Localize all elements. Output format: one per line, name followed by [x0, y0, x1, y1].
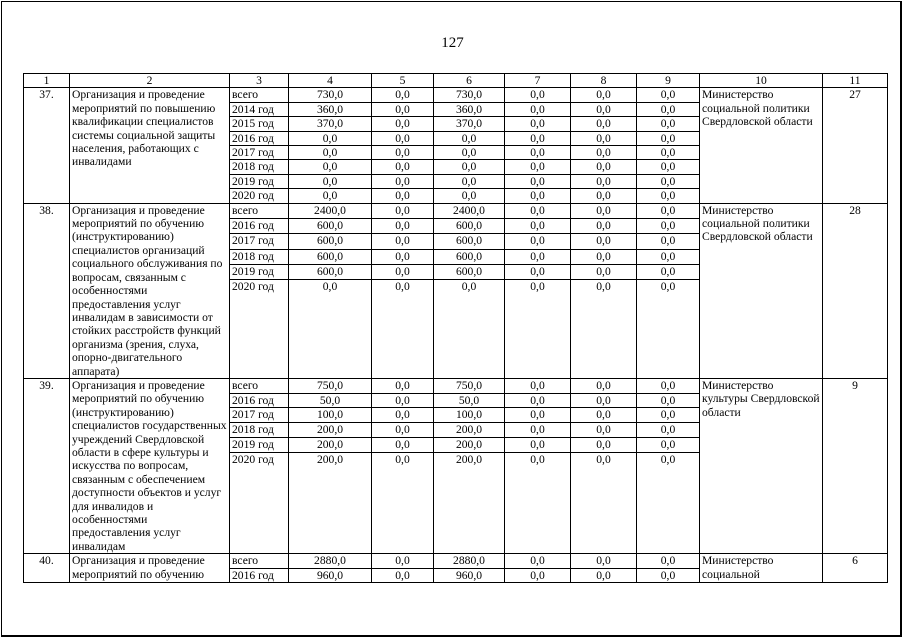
executor: Министерство социальной [700, 554, 823, 583]
value-cell: 0,0 [289, 189, 372, 203]
value-cell: 0,0 [571, 160, 637, 174]
target-reference: 6 [823, 554, 888, 583]
value-cell: 0,0 [289, 280, 372, 379]
value-cell: 0,0 [372, 423, 434, 438]
value-cell: 0,0 [289, 131, 372, 145]
period-cell: 2016 год [230, 218, 289, 233]
value-cell: 0,0 [571, 423, 637, 438]
value-cell: 0,0 [289, 160, 372, 174]
value-cell: 0,0 [637, 423, 700, 438]
value-cell: 0,0 [505, 249, 571, 264]
value-cell: 0,0 [637, 249, 700, 264]
value-cell: 0,0 [372, 249, 434, 264]
value-cell: 0,0 [434, 174, 505, 188]
period-cell: 2015 год [230, 117, 289, 131]
item-description: Организация и проведение мероприятий по обучению (инструктированию) специалистов организаций социального обслуживания по вопросам, связанным с особенностями предоставления услуг инвалидам в зависимости от стойких расстройств функций организма (зрения, слуха, опорно-двигательного аппарата) [70, 203, 230, 378]
executor: Министерство культуры Свердловской области [700, 378, 823, 553]
period-cell: всего [230, 378, 289, 393]
value-cell: 0,0 [434, 146, 505, 160]
period-cell: 2018 год [230, 249, 289, 264]
executor: Министерство социальной политики Свердловской области [700, 88, 823, 203]
value-cell: 0,0 [289, 174, 372, 188]
value-cell: 600,0 [289, 249, 372, 264]
value-cell: 0,0 [372, 218, 434, 233]
period-cell: 2014 год [230, 102, 289, 116]
executor: Министерство социальной политики Свердловской области [700, 203, 823, 378]
value-cell: 0,0 [637, 568, 700, 582]
value-cell: 360,0 [289, 102, 372, 116]
value-cell: 0,0 [505, 131, 571, 145]
value-cell: 0,0 [505, 408, 571, 423]
value-cell: 0,0 [505, 423, 571, 438]
value-cell: 0,0 [372, 437, 434, 452]
value-cell: 0,0 [637, 234, 700, 249]
value-cell: 0,0 [571, 554, 637, 568]
period-cell: 2016 год [230, 568, 289, 582]
value-cell: 0,0 [637, 264, 700, 279]
value-cell: 0,0 [637, 174, 700, 188]
period-cell: 2017 год [230, 408, 289, 423]
value-cell: 600,0 [289, 234, 372, 249]
page-number: 127 [441, 35, 464, 51]
value-cell: 750,0 [289, 378, 372, 393]
value-cell: 0,0 [372, 146, 434, 160]
value-cell: 0,0 [434, 131, 505, 145]
target-reference: 27 [823, 88, 888, 203]
value-cell: 0,0 [571, 174, 637, 188]
period-cell: 2016 год [230, 131, 289, 145]
target-reference: 28 [823, 203, 888, 378]
table-row [24, 554, 888, 568]
value-cell: 0,0 [372, 189, 434, 203]
value-cell: 0,0 [372, 452, 434, 554]
value-cell: 0,0 [434, 160, 505, 174]
value-cell: 2400,0 [434, 203, 505, 218]
period-cell: 2018 год [230, 160, 289, 174]
value-cell: 0,0 [637, 393, 700, 408]
value-cell: 0,0 [637, 452, 700, 554]
value-cell: 0,0 [571, 280, 637, 379]
value-cell: 0,0 [372, 131, 434, 145]
value-cell: 0,0 [372, 102, 434, 116]
value-cell: 100,0 [434, 408, 505, 423]
value-cell: 370,0 [289, 117, 372, 131]
value-cell: 370,0 [434, 117, 505, 131]
value-cell: 0,0 [571, 234, 637, 249]
value-cell: 750,0 [434, 378, 505, 393]
value-cell: 100,0 [289, 408, 372, 423]
value-cell: 0,0 [571, 568, 637, 582]
column-header: 6 [434, 74, 505, 88]
value-cell: 0,0 [505, 264, 571, 279]
value-cell: 200,0 [289, 423, 372, 438]
value-cell: 0,0 [637, 131, 700, 145]
target-reference: 9 [823, 378, 888, 553]
value-cell: 200,0 [289, 452, 372, 554]
value-cell: 0,0 [571, 88, 637, 102]
value-cell: 0,0 [372, 280, 434, 379]
value-cell: 0,0 [571, 264, 637, 279]
item-description: Организация и проведение мероприятий по обучению (инструктированию) специалистов государственных учреждений Свердловской области в сфере культуры и искусства по вопросам, связанным с обеспечением доступности объектов и услуг для инвалидов и особенностями предоставления услуг инвалидам [70, 378, 230, 553]
item-number: 37. [24, 88, 70, 203]
value-cell: 0,0 [505, 437, 571, 452]
value-cell: 0,0 [637, 203, 700, 218]
value-cell: 0,0 [571, 378, 637, 393]
value-cell: 0,0 [571, 249, 637, 264]
value-cell: 0,0 [571, 408, 637, 423]
value-cell: 0,0 [505, 146, 571, 160]
value-cell: 0,0 [637, 218, 700, 233]
value-cell: 200,0 [434, 452, 505, 554]
value-cell: 0,0 [637, 189, 700, 203]
value-cell: 730,0 [434, 88, 505, 102]
value-cell: 0,0 [372, 393, 434, 408]
value-cell: 960,0 [434, 568, 505, 582]
value-cell: 0,0 [372, 234, 434, 249]
period-cell: 2017 год [230, 146, 289, 160]
value-cell: 0,0 [637, 146, 700, 160]
value-cell: 0,0 [505, 280, 571, 379]
value-cell: 200,0 [434, 437, 505, 452]
value-cell: 0,0 [372, 88, 434, 102]
value-cell: 0,0 [505, 189, 571, 203]
value-cell: 0,0 [372, 408, 434, 423]
value-cell: 0,0 [372, 264, 434, 279]
program-table [23, 73, 888, 583]
item-number: 39. [24, 378, 70, 553]
item-description: Организация и проведение мероприятий по повышению квалификации специалистов системы социальной защиты населения, работающих с инвалидами [70, 88, 230, 203]
value-cell: 0,0 [372, 203, 434, 218]
value-cell: 50,0 [289, 393, 372, 408]
value-cell: 0,0 [372, 174, 434, 188]
value-cell: 2880,0 [289, 554, 372, 568]
period-cell: всего [230, 554, 289, 568]
value-cell: 0,0 [505, 88, 571, 102]
value-cell: 0,0 [505, 378, 571, 393]
value-cell: 0,0 [637, 117, 700, 131]
value-cell: 0,0 [571, 452, 637, 554]
column-header: 11 [823, 74, 888, 88]
header-row [24, 74, 888, 88]
value-cell: 0,0 [505, 160, 571, 174]
value-cell: 0,0 [289, 146, 372, 160]
value-cell: 0,0 [571, 203, 637, 218]
column-header: 1 [24, 74, 70, 88]
value-cell: 0,0 [637, 280, 700, 379]
value-cell: 0,0 [637, 160, 700, 174]
value-cell: 960,0 [289, 568, 372, 582]
value-cell: 0,0 [505, 203, 571, 218]
column-header: 7 [505, 74, 571, 88]
table-row [24, 203, 888, 218]
value-cell: 2880,0 [434, 554, 505, 568]
value-cell: 0,0 [571, 117, 637, 131]
value-cell: 0,0 [505, 554, 571, 568]
value-cell: 0,0 [505, 174, 571, 188]
value-cell: 0,0 [571, 189, 637, 203]
column-header: 3 [230, 74, 289, 88]
value-cell: 200,0 [289, 437, 372, 452]
item-description: Организация и проведение мероприятий по обучению [70, 554, 230, 583]
period-cell: 2019 год [230, 264, 289, 279]
value-cell: 600,0 [434, 264, 505, 279]
item-number: 38. [24, 203, 70, 378]
value-cell: 0,0 [505, 218, 571, 233]
item-number: 40. [24, 554, 70, 583]
value-cell: 360,0 [434, 102, 505, 116]
period-cell: 2020 год [230, 189, 289, 203]
value-cell: 0,0 [372, 117, 434, 131]
column-header: 9 [637, 74, 700, 88]
value-cell: 0,0 [637, 102, 700, 116]
value-cell: 600,0 [289, 264, 372, 279]
value-cell: 0,0 [571, 146, 637, 160]
value-cell: 0,0 [505, 234, 571, 249]
value-cell: 0,0 [571, 437, 637, 452]
value-cell: 0,0 [505, 117, 571, 131]
value-cell: 200,0 [434, 423, 505, 438]
value-cell: 0,0 [372, 568, 434, 582]
value-cell: 730,0 [289, 88, 372, 102]
period-cell: 2020 год [230, 452, 289, 554]
value-cell: 600,0 [434, 234, 505, 249]
table-row [24, 88, 888, 102]
value-cell: 0,0 [571, 131, 637, 145]
value-cell: 2400,0 [289, 203, 372, 218]
period-cell: 2018 год [230, 423, 289, 438]
value-cell: 0,0 [372, 554, 434, 568]
value-cell: 600,0 [289, 218, 372, 233]
value-cell: 0,0 [571, 102, 637, 116]
value-cell: 0,0 [505, 568, 571, 582]
value-cell: 0,0 [372, 160, 434, 174]
period-cell: 2019 год [230, 174, 289, 188]
column-header: 10 [700, 74, 823, 88]
value-cell: 0,0 [637, 378, 700, 393]
value-cell: 50,0 [434, 393, 505, 408]
value-cell: 0,0 [571, 393, 637, 408]
period-cell: всего [230, 88, 289, 102]
value-cell: 0,0 [372, 378, 434, 393]
column-header: 8 [571, 74, 637, 88]
value-cell: 0,0 [505, 452, 571, 554]
period-cell: 2017 год [230, 234, 289, 249]
period-cell: 2019 год [230, 437, 289, 452]
value-cell: 600,0 [434, 218, 505, 233]
value-cell: 600,0 [434, 249, 505, 264]
value-cell: 0,0 [637, 408, 700, 423]
value-cell: 0,0 [434, 280, 505, 379]
table-row [24, 378, 888, 393]
column-header: 4 [289, 74, 372, 88]
value-cell: 0,0 [571, 218, 637, 233]
column-header: 2 [70, 74, 230, 88]
period-cell: 2020 год [230, 280, 289, 379]
value-cell: 0,0 [505, 102, 571, 116]
value-cell: 0,0 [637, 554, 700, 568]
value-cell: 0,0 [637, 437, 700, 452]
period-cell: всего [230, 203, 289, 218]
value-cell: 0,0 [434, 189, 505, 203]
value-cell: 0,0 [637, 88, 700, 102]
value-cell: 0,0 [505, 393, 571, 408]
period-cell: 2016 год [230, 393, 289, 408]
column-header: 5 [372, 74, 434, 88]
